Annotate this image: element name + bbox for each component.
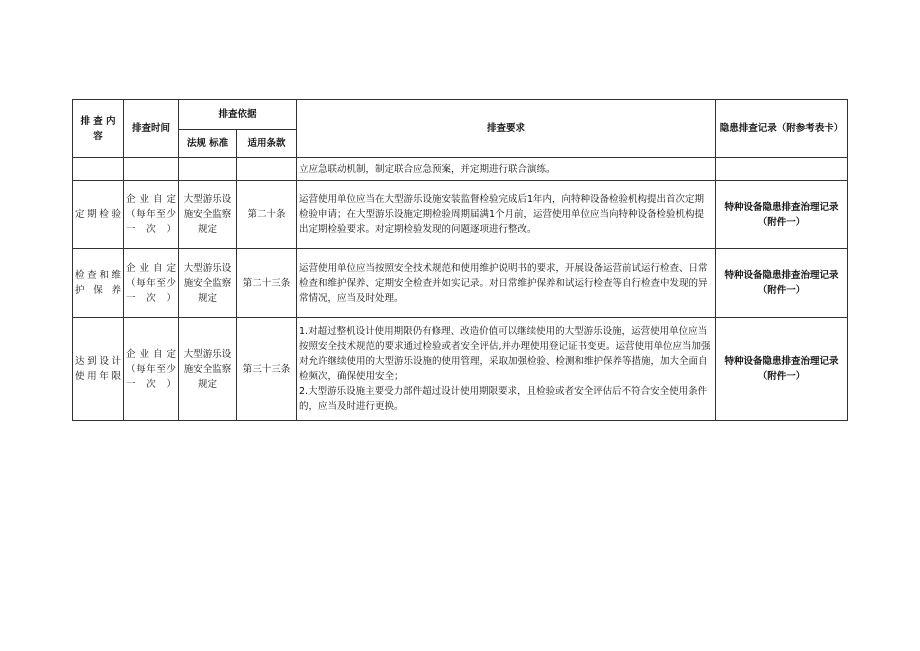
row-record: 特种设备隐患排查治理记录（附件一） bbox=[716, 318, 848, 421]
row-requirement: 运营使用单位应当按照安全技术规范和使用维护说明书的要求，开展设备运营前试运行检查、日常检查和维护保养、定期安全检查并如实记录。对日常维护保养和试运行检查等自行检查中发现的异常情况，应当及时处理。 bbox=[297, 249, 716, 318]
hazard-inspection-table bbox=[72, 99, 848, 421]
header-time: 排查时间 bbox=[124, 100, 179, 158]
row-time: 企业自定（每年至少一次） bbox=[124, 181, 179, 249]
header-regulation: 法规 标准 bbox=[179, 130, 237, 158]
header-basis: 排查依据 bbox=[179, 100, 297, 130]
row-requirement: 运营使用单位应当在大型游乐设施安装监督检验完成后1年内，向特种设备检验机构提出首次定期检验申请；在大型游乐设施定期检验周期届满1个月前，运营使用单位应当向特种设备检验机构提出定期检验要求。对定期检验发现的问题逐项进行整改。 bbox=[297, 181, 716, 249]
row-time: 企业自定（每年至少一次） bbox=[124, 318, 179, 421]
header-clause: 适用条款 bbox=[237, 130, 297, 158]
continuation-requirement: 立应急联动机制，制定联合应急预案，并定期进行联合演练。 bbox=[297, 158, 716, 181]
continuation-time-cell bbox=[124, 158, 179, 181]
row-content: 定期检验 bbox=[73, 181, 124, 249]
requirement-item-1: 1.对超过整机设计使用期限仍有修理、改造价值可以继续使用的大型游乐设施，运营使用单位应当按照安全技术规范的要求通过检验或者安全评估,并办理使用登记证书变更。运营使用单位应当加强对允许继续使用的大型游乐设施的使用管理，采取加强检验、检测和维护保养等措施，加大全面自检频次，确保使用安全； bbox=[299, 326, 711, 382]
row-requirement bbox=[297, 318, 716, 421]
header-requirement: 排查要求 bbox=[297, 100, 716, 158]
header-content: 排 查 内 容 bbox=[73, 100, 124, 158]
continuation-record-cell bbox=[716, 158, 848, 181]
row-clause: 第三十三条 bbox=[237, 318, 297, 421]
row-content: 达到设计使用年限 bbox=[73, 318, 124, 421]
row-record: 特种设备隐患排查治理记录（附件一） bbox=[716, 181, 848, 249]
row-regulation: 大型游乐设施安全监察规定 bbox=[179, 318, 237, 421]
header-record: 隐患排查记录（附参考表卡） bbox=[716, 100, 848, 158]
row-time: 企业自定（每年至少一次） bbox=[124, 249, 179, 318]
continuation-content-cell bbox=[73, 158, 124, 181]
row-record: 特种设备隐患排查治理记录（附件一） bbox=[716, 249, 848, 318]
row-regulation: 大型游乐设施安全监察规定 bbox=[179, 181, 237, 249]
row-clause: 第二十条 bbox=[237, 181, 297, 249]
row-regulation: 大型游乐设施安全监察规定 bbox=[179, 249, 237, 318]
row-clause: 第二十三条 bbox=[237, 249, 297, 318]
requirement-item-2: 2.大型游乐设施主要受力部件超过设计使用期限要求，且检验或者安全评估后不符合安全使用条件的，应当及时进行更换。 bbox=[299, 386, 708, 412]
continuation-regulation-cell bbox=[179, 158, 237, 181]
continuation-clause-cell bbox=[237, 158, 297, 181]
row-content: 检查和维护保养 bbox=[73, 249, 124, 318]
